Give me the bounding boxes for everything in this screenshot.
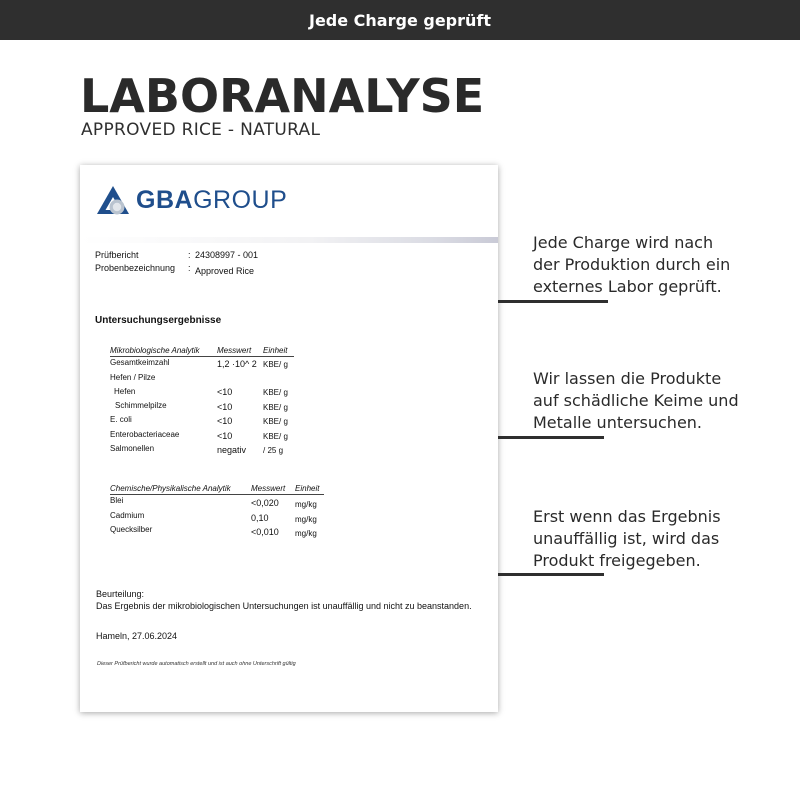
micro-row-unit: / 25 g (263, 446, 284, 455)
micro-row-name: E. coli (110, 415, 132, 424)
side-note-line: Metalle untersuchen. (533, 413, 703, 432)
chem-row-name: Blei (110, 496, 124, 505)
micro-row-name: Enterobacteriaceae (110, 430, 180, 439)
micro-row-value: 1,2 ·10^ 2 (217, 359, 257, 369)
lab-report-document (80, 165, 498, 712)
chem-header-rule (110, 494, 324, 495)
top-banner (0, 0, 800, 40)
chem-header-value: Messwert (251, 484, 286, 493)
side-note-line: auf schädliche Keime und (533, 391, 739, 410)
report-number-colon: : (188, 250, 191, 260)
micro-row-unit: KBE/ g (263, 417, 288, 426)
micro-row-value: <10 (217, 416, 233, 426)
page-title: LABORANALYSE (80, 69, 485, 123)
logo-text-bold: GBA (136, 186, 194, 214)
sample-name-colon: : (188, 263, 191, 273)
micro-row-name: Hefen / Pilze (110, 373, 156, 382)
micro-row-unit: KBE/ g (263, 388, 288, 397)
side-note-1 (533, 232, 730, 298)
micro-row-name: Salmonellen (110, 444, 155, 453)
report-number-value: 24308997 - 001 (195, 250, 259, 260)
sample-name-label: Probenbezeichnung (95, 263, 176, 273)
gba-logo-icon (96, 185, 130, 215)
micro-row-value: <10 (217, 431, 233, 441)
chem-row-unit: mg/kg (295, 515, 317, 524)
chem-header-unit: Einheit (295, 484, 320, 493)
top-banner-text: Jede Charge geprüft (308, 10, 492, 30)
micro-row-unit: KBE/ g (263, 403, 288, 412)
chem-row-value: <0,010 (251, 527, 279, 537)
chem-row-unit: mg/kg (295, 500, 317, 509)
connector-line-3 (498, 573, 604, 576)
side-note-line: Produkt freigegeben. (533, 551, 701, 570)
logo-text-regular: GROUP (193, 186, 288, 214)
side-note-line: unauffällig ist, wird das (533, 529, 720, 548)
chem-row-name: Quecksilber (110, 525, 153, 534)
report-number-label: Prüfbericht (95, 250, 139, 260)
connector-line-2 (498, 436, 604, 439)
assessment-label: Beurteilung: (96, 589, 145, 599)
header-stripe (80, 237, 498, 243)
connector-line-1 (498, 300, 608, 303)
micro-header-value: Messwert (217, 346, 252, 355)
side-note-line: Erst wenn das Ergebnis (533, 507, 721, 526)
side-note-2 (533, 368, 739, 434)
report-footnote: Dieser Prüfbericht wurde automatisch erstellt und ist auch ohne Unterschrift gültig (97, 661, 296, 667)
chem-row-unit: mg/kg (295, 529, 317, 538)
chem-row-value: 0,10 (251, 513, 269, 523)
side-note-line: der Produktion durch ein (533, 255, 731, 274)
side-note-line: Jede Charge wird nach (533, 233, 714, 252)
micro-row-unit: KBE/ g (263, 360, 288, 369)
chem-header-analyte: Chemische/Physikalische Analytik (110, 484, 231, 493)
micro-row-value: <10 (217, 402, 233, 412)
micro-row-name: Hefen (114, 387, 136, 396)
micro-header-rule (110, 356, 294, 357)
side-note-line: Wir lassen die Produkte (533, 369, 722, 388)
side-note-line: externes Labor geprüft. (533, 277, 722, 296)
micro-row-value: negativ (217, 445, 247, 455)
assessment-text: Das Ergebnis der mikrobiologischen Untersuchungen ist unauffällig und nicht zu beanstanden. (96, 601, 472, 611)
micro-row-name: Schimmelpilze (115, 401, 167, 410)
results-section-title: Untersuchungsergebnisse (95, 315, 222, 326)
micro-row-unit: KBE/ g (263, 432, 288, 441)
gba-group-logo (96, 185, 287, 215)
micro-header-analyte: Mikrobiologische Analytik (110, 346, 200, 355)
micro-row-name: Gesamtkeimzahl (110, 358, 170, 367)
micro-header-unit: Einheit (263, 346, 288, 355)
micro-row-value: <10 (217, 387, 233, 397)
page-subtitle: APPROVED RICE - NATURAL (81, 120, 321, 140)
logo-wordmark (136, 185, 287, 215)
chem-row-name: Cadmium (110, 511, 145, 520)
chem-row-value: <0,020 (251, 498, 279, 508)
side-note-3 (533, 506, 721, 572)
place-date: Hameln, 27.06.2024 (96, 631, 178, 641)
sample-name-value: Approved Rice (195, 266, 255, 276)
